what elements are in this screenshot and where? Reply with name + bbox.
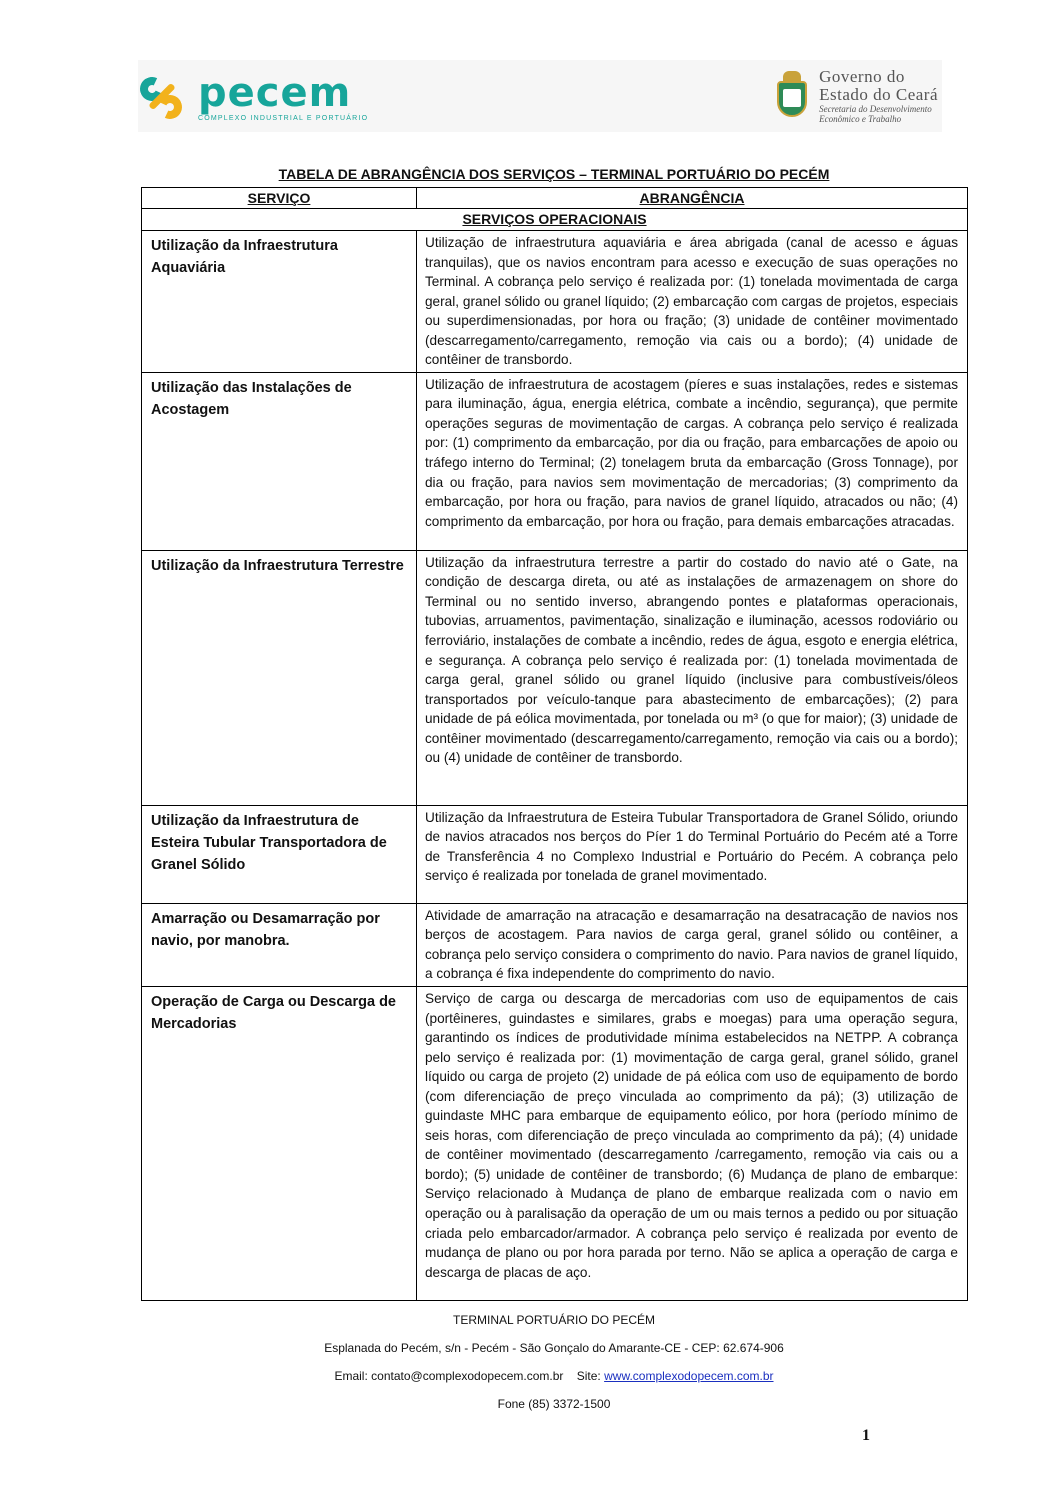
services-table: [141, 187, 968, 1301]
page-number: 1: [862, 1427, 870, 1444]
service-description: Utilização da infraestrutura terrestre a partir do costado do navio até o Gate, na condição de descarga direta, ou até as instalações de armazenagem on shore do Terminal ou no sentido inverso, abrangendo pontes e plataformas operacionais, tubovias, arruamentos, pavimentação, sinalização e iluminação, acessos rodoviário ou ferroviário, instalações de combate a incêndio, redes de água, esgoto e energia elétrica, e segurança. A cobrança pelo serviço é realizada por: (1) tonelada movimentada de carga geral, granel sólido ou granel líquido (inclusive para combustíveis/óleos transportados por veículo-tanque para abastecimento de embarcações); (2) para unidade de pá eólica movimentada, por tonelada ou m³ (o que for maior); (3) unidade de contêiner movimentado (descarregamento/carregamento, remoção via cais ou a bordo); ou (4) unidade de contêiner de transbordo.: [417, 550, 968, 805]
service-description: Utilização da Infraestrutura de Esteira Tubular Transportadora de Granel Sólido, oriundo de navios atracados nos berços do Píer 1 do Terminal Portuário do Pecém até a Torre de Transferência 4 no Complexo Industrial e Portuário do Pecém. A cobrança pelo serviço é realizada por tonelada de granel movimentado.: [417, 805, 968, 903]
service-name: Utilização da Infraestrutura Aquaviária: [142, 231, 417, 373]
pecem-logo: [138, 69, 369, 122]
document-title: TABELA DE ABRANGÊNCIA DOS SERVIÇOS – TERMINAL PORTUÁRIO DO PECÉM: [278, 166, 830, 182]
service-name: Utilização das Instalações de Acostagem: [142, 372, 417, 550]
governo-ceara-logo: [773, 64, 938, 128]
footer-contact: [141, 1369, 967, 1383]
service-description: Atividade de amarração na atracação e desamarração na desatracação de navios nos berços de acostagem. Para navios de carga geral, granel sólido ou contêiner, a cobrança pelo serviço considera o comprimento do navio. Para navios de granel líquido, a cobrança é fixa independente do comprimento do navio.: [417, 903, 968, 986]
footer-phone: Fone (85) 3372-1500: [497, 1397, 611, 1411]
column-header-abrangencia: ABRANGÊNCIA: [417, 188, 968, 209]
pecem-logo-word: pecem: [198, 69, 352, 116]
table-row: [142, 805, 968, 903]
service-description: Utilização de infraestrutura aquaviária e área abrigada (canal de acesso e águas tranquilas), que os navios encontram para acesso e execução de suas operações no Terminal. A cobrança pelo serviço é realizada por: (1) tonelada movimentada de carga geral, granel sólido ou granel líquido; (2) embarcação com cargas de projetos, especiais ou superdimensionadas, por hora ou fração; (3) unidade de contêiner movimentado (descarregamento/carregamento, remoção via cais ou a bordo); (4) unidade de contêiner de transbordo.: [417, 231, 968, 373]
table-row: [142, 550, 968, 805]
table-row: [142, 903, 968, 986]
service-name: Utilização da Infraestrutura de Esteira Tubular Transportadora de Granel Sólido: [142, 805, 417, 903]
letterhead: [138, 60, 942, 132]
ceara-crest-icon: [773, 71, 811, 121]
service-name: Operação de Carga ou Descarga de Mercadorias: [142, 987, 417, 1301]
footer-site-link[interactable]: www.complexodopecem.com.br: [604, 1369, 774, 1383]
table-row: [142, 372, 968, 550]
gov-line2: Estado do Ceará: [819, 85, 938, 104]
service-name: Amarração ou Desamarração por navio, por manobra.: [142, 903, 417, 986]
service-description: Serviço de carga ou descarga de mercadorias com uso de equipamentos de cais (portêineres, guindastes e similares, grabs e moegas) para uma operação segura, garantindo os índices de produtividade mínima estabelecidos na NETPP. A cobrança pelo serviço é realizada por: (1) movimentação de carga geral, granel sólido, granel líquido ou carga de projeto (2) unidade de pá eólica com uso de equipamento de bordo (com diferenciação de preço vinculada ao comprimento da pá); (3) utilização de guindaste MHC para embarque de equipamento eólico, por hora (período mínimo de seis horas, com diferenciação de preço vinculada ao comprimento da pá); (4) unidade de contêiner movimentado (descarregamento /carregamento, remoção via cais ou a bordo); (5) unidade de contêiner de transbordo; (6) Mudança de plano de embarque: Serviço relacionado à Mudança de plano de embarque realizada com o navio em operação ou à paralisação da operação de um ou mais ternos a pedido ou por situação criada pelo embarcador/armador. A cobrança pelo serviço é realizada por evento de mudança de plano ou por hora parada por terno. Não se aplica a operação de carga e descarga de placas de aço.: [417, 987, 968, 1301]
footer-address: Esplanada do Pecém, s/n - Pecém - São Gonçalo do Amarante-CE - CEP: 62.674-906: [324, 1341, 784, 1355]
gov-line1: Governo do: [819, 67, 905, 86]
gov-line4: Econômico e Trabalho: [819, 114, 902, 124]
table-row: [142, 987, 968, 1301]
service-description: Utilização de infraestrutura de acostagem (píeres e suas instalações, redes e sistemas para iluminação, água, energia elétrica, combate a incêndio, segurança), que permite operações seguras de movimentação de cargas. A cobrança pelo serviço é realizada por: (1) comprimento da embarcação, por dia ou fração, para embarcações de apoio ou tráfego interno do Terminal; (2) tonelagem bruta da embarcação (Gross Tonnage), por dia ou fração, para navios sem movimentação de mercadorias; (3) comprimento da embarcação, por hora ou fração, para navios de granel líquido, atracados ou não; (4) comprimento da embarcação, por hora ou fração, para demais embarcações atracadas.: [417, 372, 968, 550]
table-row: [142, 231, 968, 373]
column-header-servico: SERVIÇO: [142, 188, 417, 209]
section-header: SERVIÇOS OPERACIONAIS: [142, 209, 968, 231]
service-name: Utilização da Infraestrutura Terrestre: [142, 550, 417, 805]
footer-terminal-name: TERMINAL PORTUÁRIO DO PECÉM: [452, 1313, 656, 1327]
pecem-mark-icon: [138, 73, 186, 121]
pecem-logo-subtitle: COMPLEXO INDUSTRIAL E PORTUÁRIO: [198, 114, 369, 122]
gov-line3: Secretaria do Desenvolvimento: [819, 104, 932, 114]
footer-email: Email: contato@complexodopecem.com.br Site:: [334, 1369, 605, 1383]
